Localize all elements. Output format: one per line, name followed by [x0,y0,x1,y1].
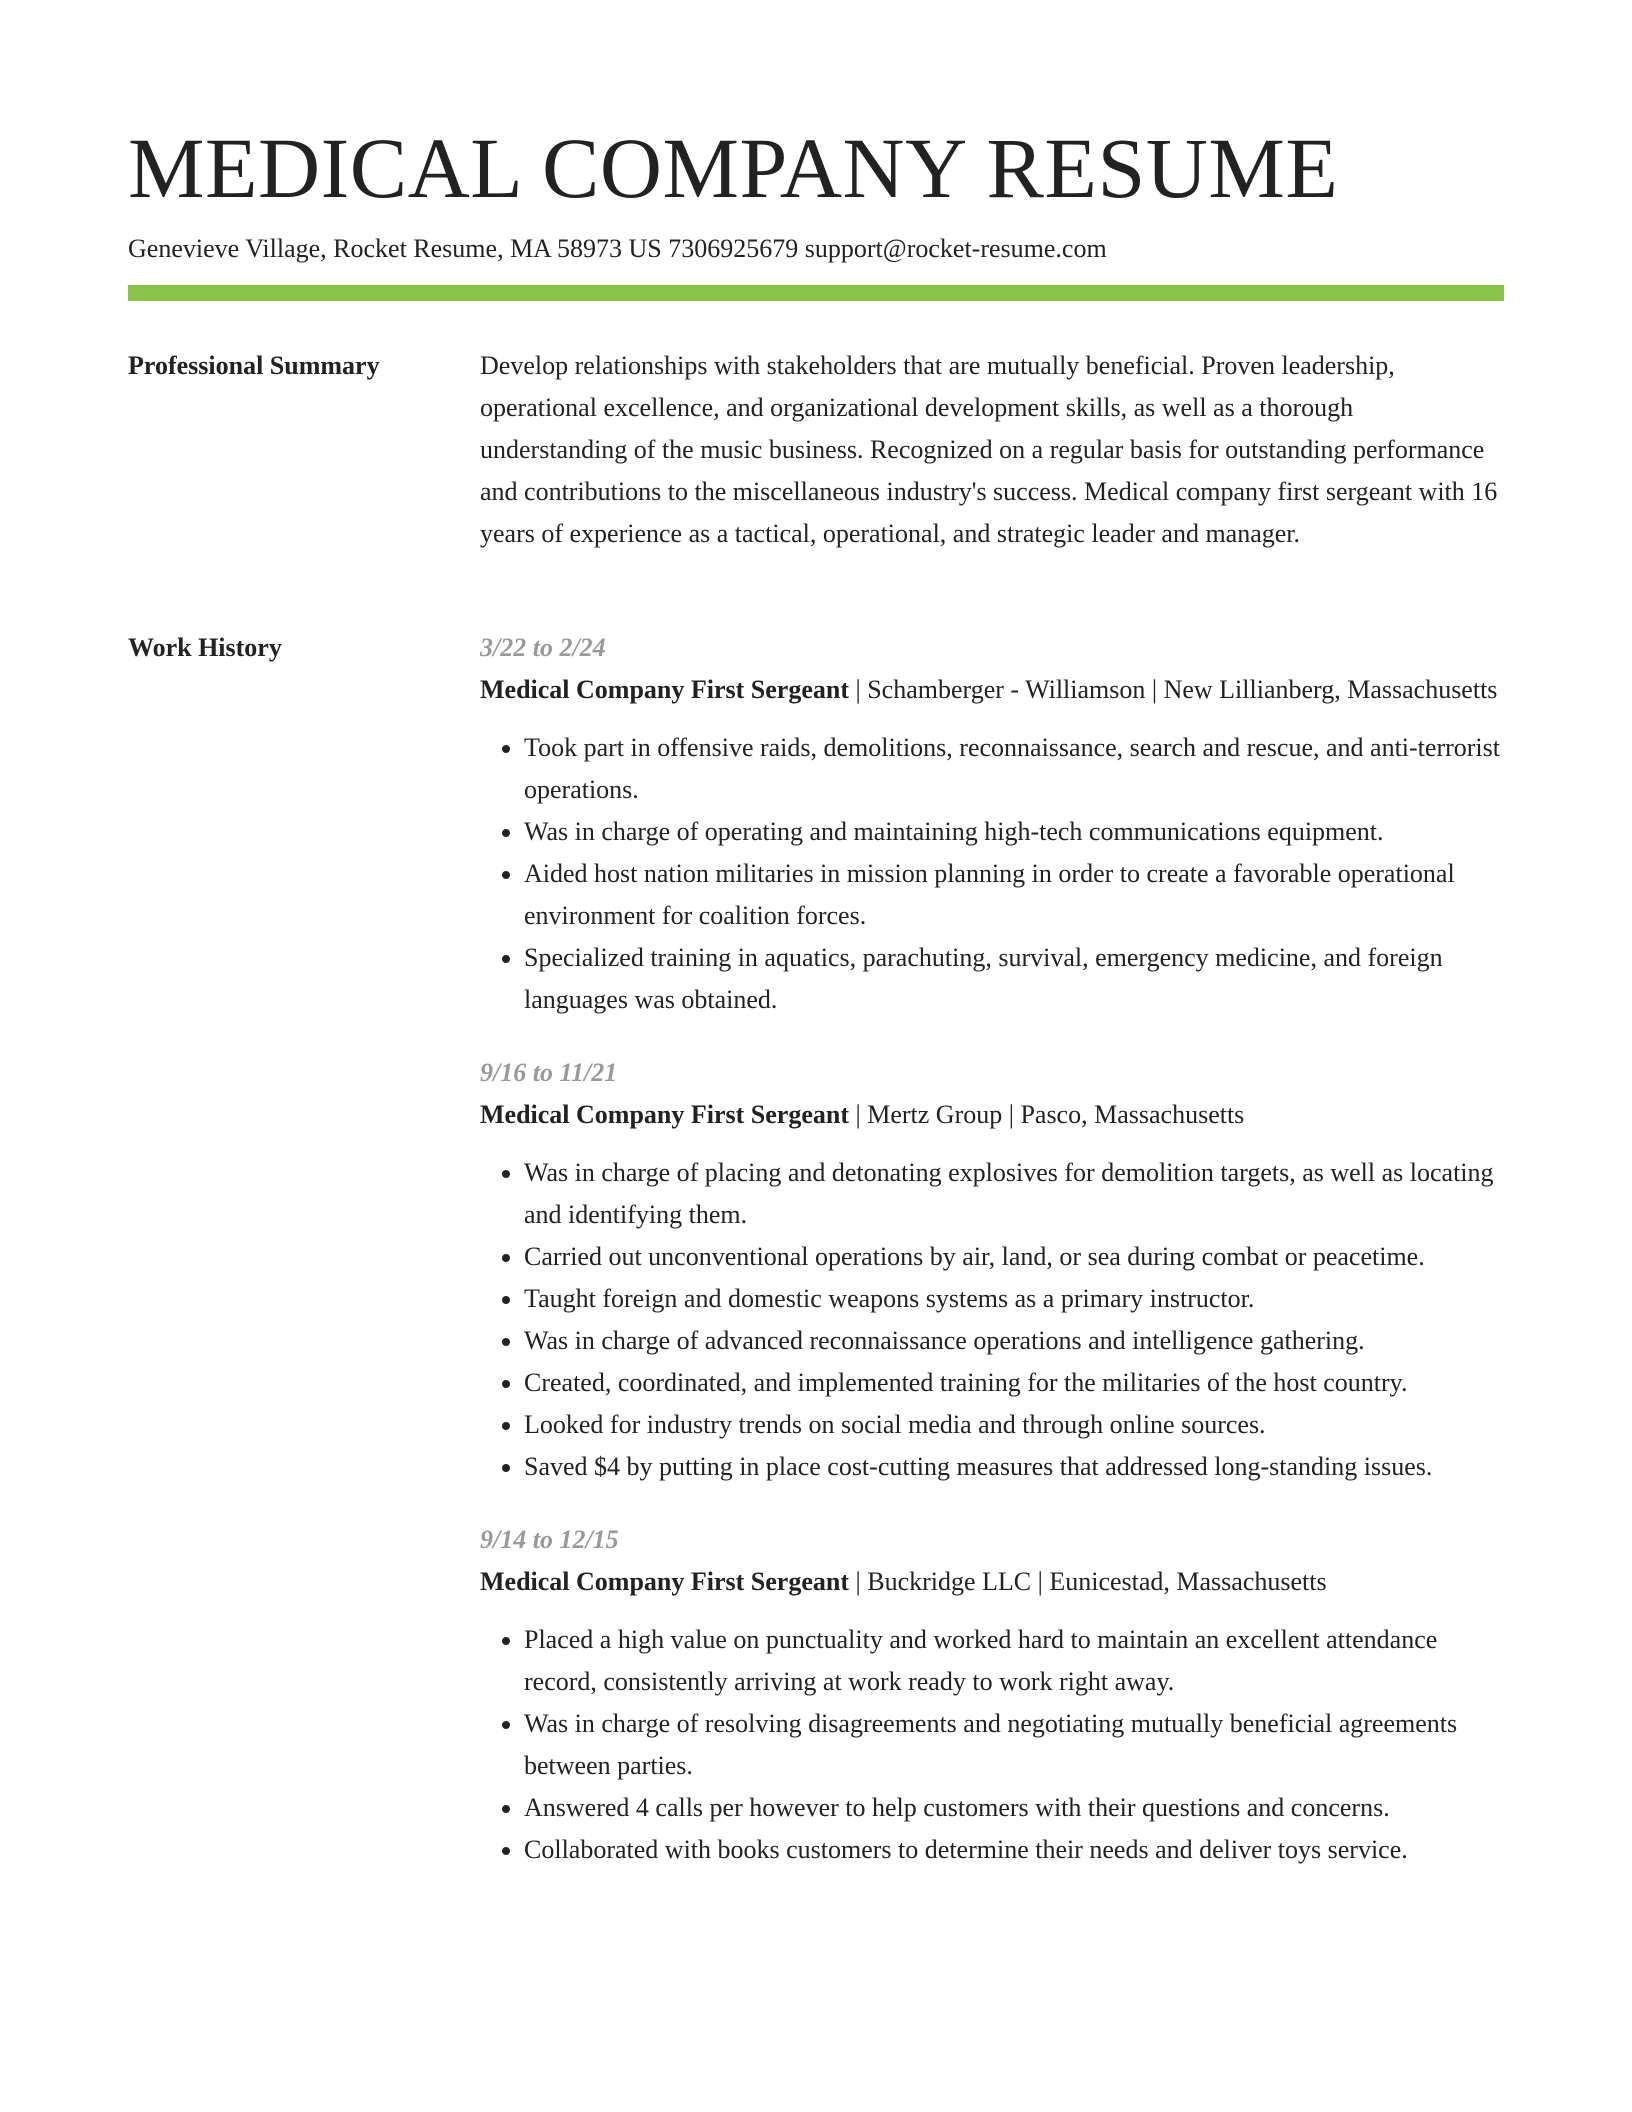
job-bullet: • Was in charge of operating and maintaining high-tech communications equipment. [524,811,1504,853]
job-bullet: • Specialized training in aquatics, parachuting, survival, emergency medicine, and foreign languages was obtained. [524,937,1504,1021]
job-heading [480,1561,1504,1603]
job-bullet: • Carried out unconventional operations by air, land, or sea during combat or peacetime. [524,1236,1504,1278]
job-title: Medical Company First Sergeant [480,1100,850,1129]
job-title: Medical Company First Sergeant [480,1567,850,1596]
job-bullet-list [480,727,1504,1021]
job-company-location: | Buckridge LLC | Eunicestad, Massachusetts [849,1567,1327,1596]
job-heading [480,1094,1504,1136]
job-bullet: • Taught foreign and domestic weapons systems as a primary instructor. [524,1278,1504,1320]
job-company-location: | Mertz Group | Pasco, Massachusetts [849,1100,1245,1129]
job-bullet-list [480,1152,1504,1488]
section-label-work-history: Work History [128,633,282,662]
summary-body [480,345,1504,555]
job-entry [480,627,1504,1021]
job-title: Medical Company First Sergeant [480,675,850,704]
job-bullet: • Answered 4 calls per however to help customers with their questions and concerns. [524,1787,1504,1829]
job-dates: 9/16 to 11/21 [480,1058,618,1087]
contact-line: Genevieve Village, Rocket Resume, MA 58973 US 7306925679 support@rocket-resume.com [128,234,1107,263]
job-bullet: • Created, coordinated, and implemented training for the militaries of the host country. [524,1362,1504,1404]
job-dates: 3/22 to 2/24 [480,633,606,662]
job-bullet: • Placed a high value on punctuality and worked hard to maintain an excellent attendance record, consistently arriving at work ready to work right away. [524,1619,1504,1703]
job-dates: 9/14 to 12/15 [480,1525,619,1554]
job-bullet: • Collaborated with books customers to determine their needs and deliver toys service. [524,1829,1504,1871]
job-entry [480,1519,1504,1871]
job-company-location: | Schamberger - Williamson | New Lillianberg, Massachusetts [849,675,1498,704]
resume-title: MEDICAL COMPANY RESUME [128,120,1339,216]
work-history-body [480,627,1504,1902]
job-bullet: • Aided host nation militaries in mission planning in order to create a favorable operational environment for coalition forces. [524,853,1504,937]
job-bullet: • Was in charge of placing and detonating explosives for demolition targets, as well as locating and identifying them. [524,1152,1504,1236]
job-bullet: • Was in charge of resolving disagreements and negotiating mutually beneficial agreements between parties. [524,1703,1504,1787]
header-divider [128,285,1504,301]
job-bullet: • Took part in offensive raids, demolitions, reconnaissance, search and rescue, and anti-terrorist operations. [524,727,1504,811]
job-bullet: • Saved $4 by putting in place cost-cutting measures that addressed long-standing issues. [524,1446,1504,1488]
section-label-professional-summary: Professional Summary [128,351,380,380]
job-heading [480,669,1504,711]
summary-text: Develop relationships with stakeholders that are mutually beneficial. Proven leadership, operational excellence, and organizational development skills, as well as a thorough understanding of the music business. Recognized on a regular basis for outstanding performance and contributions to the miscellaneous industry's success. Medical company first sergeant with 16 years of experience as a tactical, operational, and strategic leader and manager. [480,351,1498,548]
job-bullet: • Was in charge of advanced reconnaissance operations and intelligence gathering. [524,1320,1504,1362]
job-bullet-list [480,1619,1504,1871]
job-entry [480,1052,1504,1488]
job-bullet: • Looked for industry trends on social media and through online sources. [524,1404,1504,1446]
